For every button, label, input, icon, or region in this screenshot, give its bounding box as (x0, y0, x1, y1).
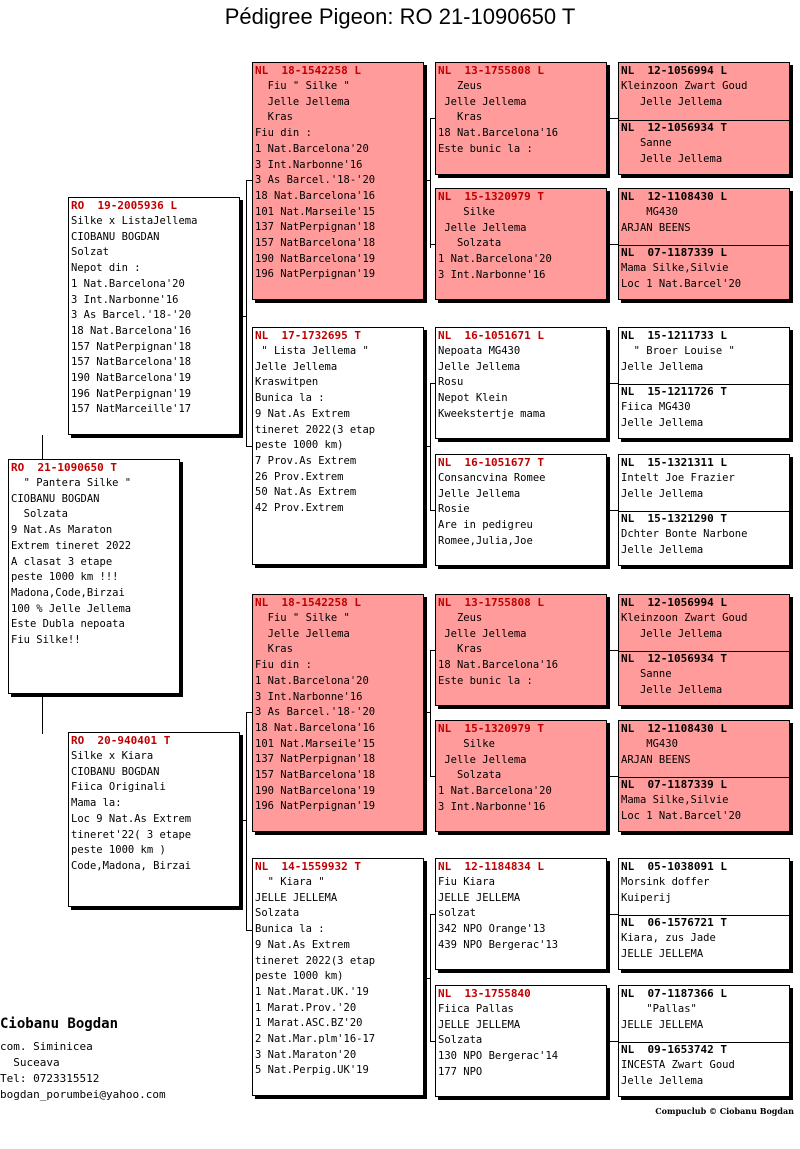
pedigree-line: ARJAN BEENS (621, 221, 691, 234)
pedigree-card-c2a (619, 721, 789, 777)
ring-number: NL 15-1321290 T (621, 512, 727, 525)
pedigree-line: 157 NatBarcelona'18 (255, 769, 376, 782)
pedigree-line: 1 Marat.Prov.'20 (255, 1001, 357, 1014)
pedigree-line: 190 NatBarcelona'19 (255, 784, 376, 797)
card-divider (619, 651, 789, 652)
pedigree-line: Jelle Jellema (621, 627, 723, 640)
pedigree-line: CIOBANU BOGDAN (11, 492, 100, 505)
pedigree-line: 137 NatPerpignan'18 (255, 753, 376, 766)
pedigree-line: 5 Nat.Perpig.UK'19 (255, 1064, 369, 1077)
connector-line (430, 383, 431, 510)
pedigree-line: Kras (255, 111, 293, 124)
ring-number: NL 13-1755808 L (438, 596, 544, 609)
pedigree-line: 157 NatMarceille'17 (71, 403, 192, 416)
owner-address-2: Suceava (0, 1056, 60, 1069)
pedigree-line: Jelle Jellema (438, 360, 521, 373)
pedigree-line: CIOBANU BOGDAN (71, 765, 160, 778)
pedigree-line: Loc 9 Nat.As Extrem (71, 812, 192, 825)
pedigree-line: Nepot din : (71, 262, 141, 275)
pedigree-line: 196 NatPerpignan'19 (255, 268, 376, 281)
pedigree-line: Loc 1 Nat.Barcel'20 (621, 277, 742, 290)
pedigree-line: 190 NatBarcelona'19 (255, 252, 376, 265)
page-title: Pédigree Pigeon: RO 21-1090650 T (224, 4, 576, 29)
pedigree-line: Silke (438, 738, 495, 750)
pedigree-line: 342 NPO Orange'13 (438, 923, 546, 936)
pedigree-line: Fiu " Silke " (255, 612, 350, 624)
card-divider (619, 915, 789, 916)
pedigree-line: Rosie (438, 503, 470, 516)
ring-number: NL 05-1038091 L (621, 860, 727, 873)
pedigree-line: A clasat 3 etape (11, 555, 113, 568)
pedigree-card-g3-a1 (435, 62, 607, 175)
pedigree-line: 9 Nat.As Extrem (255, 938, 350, 951)
pedigree-line: JELLE JELLEMA (438, 1018, 521, 1031)
connector-line (430, 118, 431, 248)
pedigree-line: solzat (438, 907, 476, 920)
ring-number: NL 16-1051671 L (438, 329, 544, 342)
ring-number: RO 21-1090650 T (11, 461, 117, 474)
pedigree-line: Fiica MG430 (621, 401, 691, 413)
pedigree-line: MG430 (621, 206, 678, 218)
pedigree-card-sire (68, 197, 240, 435)
pedigree-line: Jelle Jellema (621, 487, 704, 500)
pedigree-card-c1b (619, 651, 789, 706)
pedigree-line: Code,Madona, Birzai (71, 859, 192, 872)
pedigree-card-pair-g4-d1 (618, 858, 790, 970)
connector-line (430, 510, 435, 511)
pedigree-line: Solzata (438, 1034, 483, 1047)
pedigree-line: Solzat (71, 246, 109, 259)
ring-number: NL 12-1108430 L (621, 722, 727, 735)
pedigree-line: Silke x Kiara (71, 750, 154, 762)
pedigree-card-pair-g4-b2 (618, 454, 790, 566)
pedigree-line: Dchter Bonte Narbone (621, 528, 748, 540)
ring-number: NL 07-1187339 L (621, 246, 727, 259)
pedigree-line: Zeus (438, 612, 483, 624)
pedigree-card-a2a (619, 189, 789, 245)
owner-phone: Tel: 0723315512 (0, 1072, 100, 1085)
pedigree-card-c1a (619, 595, 789, 651)
pedigree-line: Kuiperij (621, 891, 672, 904)
connector-line (607, 650, 618, 651)
pedigree-line: Solzata (438, 237, 502, 250)
pedigree-card-pair-g4-b1 (618, 327, 790, 439)
pedigree-line: 50 Nat.As Extrem (255, 486, 357, 499)
ring-number: NL 12-1184834 L (438, 860, 544, 873)
pedigree-line: Extrem tineret 2022 (11, 539, 132, 552)
pedigree-line: Jelle Jellema (438, 487, 521, 500)
pedigree-line: Fiu " Silke " (255, 80, 350, 92)
pedigree-line: Are in pedigreu (438, 519, 533, 532)
pedigree-line: Jelle Jellema (438, 753, 527, 766)
pedigree-card-gp-dd (252, 858, 424, 1096)
owner-email: bogdan_porumbei@yahoo.com (0, 1088, 166, 1101)
pedigree-line: 1 Nat.Barcelona'20 (71, 277, 185, 290)
pedigree-line: Jelle Jellema (255, 95, 350, 108)
pedigree-line: 26 Prov.Extrem (255, 470, 344, 483)
card-divider (619, 384, 789, 385)
pedigree-line: Kleinzoon Zwart Goud (621, 612, 748, 624)
connector-line (607, 383, 618, 384)
pedigree-card-pair-g4-a2 (618, 188, 790, 300)
pedigree-card-b2b (619, 511, 789, 566)
pedigree-line: peste 1000 km) (255, 439, 344, 452)
pedigree-line: 3 Nat.Maraton'20 (255, 1048, 357, 1061)
connector-line (607, 776, 618, 777)
ring-number: NL 12-1056994 L (621, 64, 727, 77)
pedigree-line: Kraswitpen (255, 376, 319, 389)
pedigree-line: 7 Prov.As Extrem (255, 454, 357, 467)
pedigree-line: 157 NatBarcelona'18 (71, 356, 192, 369)
pedigree-line: tineret 2022(3 etap (255, 423, 376, 436)
pedigree-line: 196 NatPerpignan'19 (71, 387, 192, 400)
pedigree-line: 18 Nat.Barcelona'16 (255, 721, 376, 734)
pedigree-card-pair-g4-a1 (618, 62, 790, 175)
pedigree-line: 190 NatBarcelona'19 (71, 372, 192, 385)
pedigree-line: Jelle Jellema (621, 1074, 704, 1087)
pedigree-line: INCESTA Zwart Goud (621, 1059, 735, 1071)
pedigree-line: 3 Int.Narbonne'16 (438, 268, 546, 281)
pedigree-line: Sanne (621, 137, 672, 149)
ring-number: NL 12-1056994 L (621, 596, 727, 609)
pedigree-line: Solzata (255, 907, 300, 920)
card-divider (619, 777, 789, 778)
pedigree-line: JELLE JELLEMA (621, 947, 704, 960)
pedigree-line: Zeus (438, 80, 483, 92)
connector-line (430, 244, 435, 245)
pedigree-line: "Pallas" (621, 1003, 697, 1015)
pedigree-line: 3 As Barcel.'18-'20 (71, 309, 192, 322)
ring-number: NL 18-1542258 L (255, 64, 361, 77)
connector-line (607, 1041, 618, 1042)
pedigree-card-d2a (619, 986, 789, 1042)
pedigree-line: 3 Int.Narbonne'16 (255, 158, 363, 171)
pedigree-card-pair-g4-d2 (618, 985, 790, 1097)
pedigree-line: 1 Nat.Barcelona'20 (255, 674, 369, 687)
ring-number: NL 14-1559932 T (255, 860, 361, 873)
pedigree-line: 9 Nat.As Extrem (255, 407, 350, 420)
pedigree-line: Jelle Jellema (255, 360, 338, 373)
connector-line (430, 914, 431, 1041)
connector-line (430, 383, 435, 384)
ring-number: NL 12-1108430 L (621, 190, 727, 203)
pedigree-line: JELLE JELLEMA (255, 891, 338, 904)
pedigree-line: Jelle Jellema (621, 152, 723, 165)
pedigree-card-d2b (619, 1042, 789, 1097)
connector-line (246, 180, 252, 181)
pedigree-line: Fiica Originali (71, 781, 166, 794)
ring-number: NL 09-1653742 T (621, 1043, 727, 1056)
pedigree-card-a2b (619, 245, 789, 300)
pedigree-line: Kweekstertje mama (438, 407, 546, 420)
pedigree-line: 3 As Barcel.'18-'20 (255, 706, 376, 719)
pedigree-line: Jelle Jellema (255, 627, 350, 640)
pedigree-line: Sanne (621, 668, 672, 680)
connector-line (430, 1041, 435, 1042)
pedigree-line: Intelt Joe Frazier (621, 472, 735, 484)
pedigree-line: Jelle Jellema (621, 360, 704, 373)
connector-line (430, 776, 435, 777)
pedigree-card-gp-ss (252, 62, 424, 300)
pedigree-line: ARJAN BEENS (621, 753, 691, 766)
pedigree-card-g3-c1 (435, 594, 607, 706)
ring-number: NL 07-1187339 L (621, 778, 727, 791)
pedigree-line: " Lista Jellema " (255, 345, 369, 357)
pedigree-line: 18 Nat.Barcelona'16 (438, 659, 559, 672)
pedigree-line: CIOBANU BOGDAN (71, 230, 160, 243)
pedigree-card-dam (68, 732, 240, 907)
connector-line (42, 435, 43, 459)
ring-number: NL 15-1211733 L (621, 329, 727, 342)
connector-line (246, 820, 247, 930)
ring-number: NL 15-1320979 T (438, 190, 544, 203)
pedigree-line: Kiara, zus Jade (621, 932, 716, 944)
connector-line (246, 712, 252, 713)
connector-line (430, 914, 435, 915)
ring-number: NL 06-1576721 T (621, 916, 727, 929)
card-divider (619, 511, 789, 512)
pedigree-card-d1b (619, 915, 789, 970)
ring-number: RO 19-2005936 L (71, 199, 177, 212)
pedigree-line: Rosu (438, 376, 464, 389)
pedigree-card-b1b (619, 384, 789, 439)
card-divider (619, 120, 789, 121)
connector-line (607, 914, 618, 915)
pedigree-card-a1b (619, 120, 789, 175)
pedigree-line: Solzata (11, 508, 68, 521)
pedigree-line: Fiu din : (255, 659, 312, 672)
ring-number: NL 07-1187366 L (621, 987, 727, 1000)
pedigree-line: tineret 2022(3 etap (255, 954, 376, 967)
card-divider (619, 245, 789, 246)
ring-number: NL 18-1542258 L (255, 596, 361, 609)
connector-line (607, 510, 618, 511)
pedigree-line: Jelle Jellema (621, 543, 704, 556)
pedigree-card-g3-b1 (435, 327, 607, 439)
connector-line (246, 446, 252, 447)
pedigree-line: 130 NPO Bergerac'14 (438, 1050, 559, 1063)
ring-number: NL 15-1211726 T (621, 385, 727, 398)
pedigree-line: " Kiara " (255, 876, 325, 888)
pedigree-line: 137 NatPerpignan'18 (255, 221, 376, 234)
pedigree-line: 196 NatPerpignan'19 (255, 800, 376, 813)
pedigree-card-g3-b2 (435, 454, 607, 566)
pedigree-line: 157 NatPerpignan'18 (71, 340, 192, 353)
pedigree-line: Bunica la : (255, 392, 325, 405)
pedigree-line: 9 Nat.As Maraton (11, 524, 113, 537)
pedigree-line: Jelle Jellema (438, 221, 527, 234)
connector-line (430, 118, 435, 119)
pedigree-line: MG430 (621, 738, 678, 750)
pedigree-card-g3-d2 (435, 985, 607, 1097)
pedigree-line: 177 NPO (438, 1065, 483, 1078)
owner-address-1: com. Siminicea (0, 1040, 93, 1053)
pedigree-card-pair-g4-c1 (618, 594, 790, 706)
pedigree-line: Morsink doffer (621, 876, 710, 888)
ring-number: NL 16-1051677 T (438, 456, 544, 469)
pedigree-line: Este bunic la : (438, 674, 533, 687)
pedigree-line: 100 % Jelle Jellema (11, 602, 132, 615)
ring-number: NL 13-1755840 (438, 987, 531, 1000)
footer-credit: Compuclub © Ciobanu Bogdan (655, 1106, 794, 1116)
ring-number: RO 20-940401 T (71, 734, 171, 747)
pedigree-card-gp-sd (252, 327, 424, 565)
pedigree-line: JELLE JELLEMA (621, 1018, 704, 1031)
pedigree-card-b1a (619, 328, 789, 384)
pedigree-line: 101 Nat.Marseile'15 (255, 737, 376, 750)
pedigree-card-g3-c2 (435, 720, 607, 832)
pedigree-line: 18 Nat.Barcelona'16 (438, 127, 559, 140)
pedigree-line: 101 Nat.Marseile'15 (255, 205, 376, 218)
pedigree-line: Kras (438, 111, 483, 124)
pedigree-card-subject (8, 459, 180, 694)
pedigree-line: Jelle Jellema (621, 683, 723, 696)
pedigree-line: Silke x ListaJellema (71, 215, 198, 227)
connector-line (430, 650, 431, 776)
pedigree-line: 1 Nat.Barcelona'20 (438, 785, 552, 798)
pedigree-line: 3 Int.Narbonne'16 (71, 293, 179, 306)
pedigree-card-d1a (619, 859, 789, 915)
pedigree-line: 1 Marat.ASC.BZ'20 (255, 1017, 363, 1030)
ring-number: NL 12-1056934 T (621, 121, 727, 134)
pedigree-line: " Pantera Silke " (11, 477, 132, 489)
pedigree-line: Nepoata MG430 (438, 345, 521, 357)
ring-number: NL 13-1755808 L (438, 64, 544, 77)
pedigree-line: 439 NPO Bergerac'13 (438, 938, 559, 951)
pedigree-card-b2a (619, 455, 789, 511)
connector-line (246, 180, 247, 320)
pedigree-line: Madona,Code,Birzai (11, 586, 125, 599)
pedigree-line: Consancvina Romee (438, 472, 546, 484)
ring-number: NL 15-1320979 T (438, 722, 544, 735)
pedigree-line: Jelle Jellema (438, 95, 527, 108)
pedigree-line: 42 Prov.Extrem (255, 502, 344, 515)
pedigree-line: peste 1000 km) (255, 970, 344, 983)
ring-number: NL 12-1056934 T (621, 652, 727, 665)
pedigree-line: Mama la: (71, 797, 122, 810)
ring-number: NL 17-1732695 T (255, 329, 361, 342)
pedigree-line: Este Dubla nepoata (11, 618, 125, 631)
pedigree-line: Fiu din : (255, 127, 312, 140)
pedigree-card-c2b (619, 777, 789, 832)
pedigree-line: 1 Nat.Barcelona'20 (438, 253, 552, 266)
pedigree-card-g3-a2 (435, 188, 607, 300)
pedigree-line: peste 1000 km ) (71, 844, 166, 857)
pedigree-line: Jelle Jellema (621, 416, 704, 429)
pedigree-line: Silke (438, 206, 495, 218)
pedigree-line: Solzata (438, 769, 502, 782)
pedigree-line: Jelle Jellema (621, 95, 723, 108)
pedigree-card-gp-ds (252, 594, 424, 832)
pedigree-line: JELLE JELLEMA (438, 891, 521, 904)
connector-line (246, 316, 247, 446)
pedigree-line: 1 Nat.Marat.UK.'19 (255, 985, 369, 998)
connector-line (246, 712, 247, 822)
pedigree-line: Mama Silke,Silvie (621, 262, 729, 274)
pedigree-line: Loc 1 Nat.Barcel'20 (621, 809, 742, 822)
ring-number: NL 15-1321311 L (621, 456, 727, 469)
card-divider (619, 1042, 789, 1043)
pedigree-line: Nepot Klein (438, 392, 508, 405)
pedigree-line: 157 NatBarcelona'18 (255, 237, 376, 250)
pedigree-line: " Broer Louise " (621, 345, 735, 357)
pedigree-line: 18 Nat.Barcelona'16 (71, 324, 192, 337)
connector-line (42, 694, 43, 734)
pedigree-line: 3 Int.Narbonne'16 (255, 690, 363, 703)
pedigree-line: Romee,Julia,Joe (438, 534, 533, 547)
connector-line (246, 930, 252, 931)
pedigree-line: 3 Int.Narbonne'16 (438, 800, 546, 813)
pedigree-line: Fiu Silke!! (11, 634, 81, 647)
pedigree-line: Bunica la : (255, 923, 325, 936)
pedigree-line: Este bunic la : (438, 142, 533, 155)
pedigree-line: 1 Nat.Barcelona'20 (255, 142, 369, 155)
pedigree-line: Fiica Pallas (438, 1003, 514, 1015)
pedigree-line: 3 As Barcel.'18-'20 (255, 174, 376, 187)
connector-line (430, 650, 435, 651)
pedigree-line: tineret'22( 3 etape (71, 828, 192, 841)
pedigree-card-g3-d1 (435, 858, 607, 970)
connector-line (607, 118, 618, 119)
owner-name: Ciobanu Bogdan (0, 1016, 119, 1032)
pedigree-line: Mama Silke,Silvie (621, 794, 729, 806)
pedigree-card-a1a (619, 63, 789, 120)
pedigree-card-pair-g4-c2 (618, 720, 790, 832)
pedigree-line: 2 Nat.Mar.plm'16-17 (255, 1033, 376, 1046)
pedigree-line: peste 1000 km !!! (11, 571, 119, 584)
connector-line (607, 244, 618, 245)
pedigree-line: Fiu Kiara (438, 876, 495, 888)
pedigree-line: Kras (255, 643, 293, 656)
pedigree-line: Kleinzoon Zwart Goud (621, 80, 748, 92)
pedigree-line: Kras (438, 643, 483, 656)
pedigree-line: 18 Nat.Barcelona'16 (255, 189, 376, 202)
pedigree-line: Jelle Jellema (438, 627, 527, 640)
